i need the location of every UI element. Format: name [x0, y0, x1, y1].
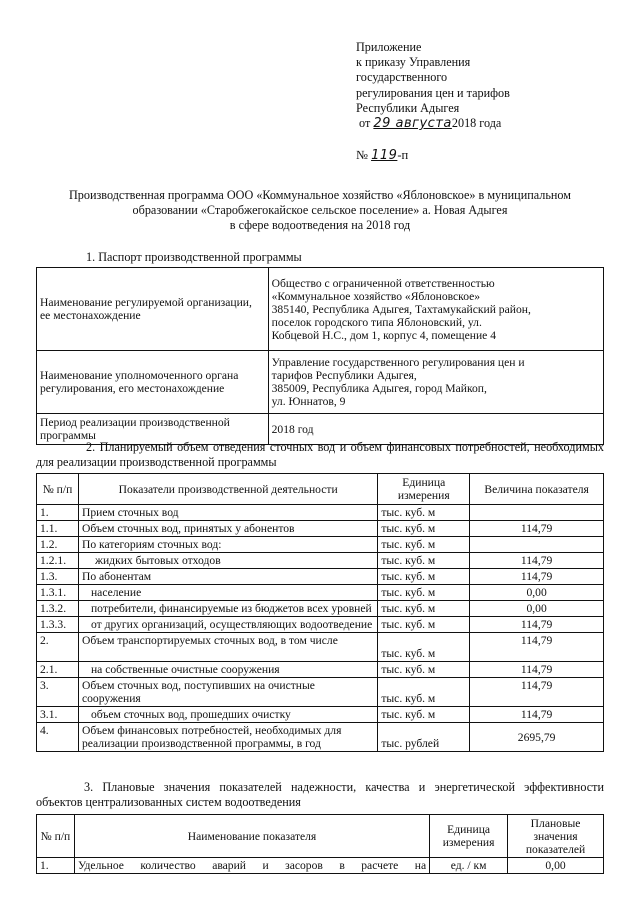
appendix-line: к приказу Управления: [356, 55, 471, 70]
row-unit: тыс. куб. м: [378, 553, 470, 569]
row-value: 0,00: [470, 601, 604, 617]
row-num: 1.2.: [37, 537, 79, 553]
col-header-value: Плановые значения показателей: [508, 815, 604, 858]
section3-heading: 3. Плановые значения показателей надежности, качества и энергетической эффективности объектов централизованных систем водоотведения: [36, 780, 604, 809]
passport-value: 2018 год: [268, 414, 603, 445]
table-row: [37, 553, 604, 569]
table-row: [37, 601, 604, 617]
appendix-date: [356, 116, 510, 131]
row-num: 4.: [37, 723, 79, 752]
row-unit: тыс. куб. м: [378, 601, 470, 617]
title-line: образовании «Старобжегокайское сельское поселение» а. Новая Адыгея: [132, 203, 508, 218]
passport-label: Период реализации производственной программы: [37, 414, 269, 445]
title-line: Производственная программа ООО «Коммунальное хозяйство «Яблоновское» в муниципальном: [68, 188, 571, 202]
appendix-block: [356, 40, 510, 131]
reliability-table: [36, 814, 604, 874]
row-value: 114,79: [470, 521, 604, 537]
table-row: [37, 662, 604, 678]
appendix-line: Республики Адыгея: [356, 100, 460, 115]
row-unit: тыс. куб. м: [378, 585, 470, 601]
row-num: 3.: [37, 678, 79, 707]
document-title: [40, 188, 600, 234]
row-name: объем сточных вод, прошедших очистку: [78, 707, 377, 723]
row-name: население: [78, 585, 377, 601]
row-num: 1.2.1.: [37, 553, 79, 569]
date-prefix: от: [359, 116, 371, 131]
row-unit: тыс. куб. м: [378, 569, 470, 585]
row-value: 0,00: [470, 585, 604, 601]
row-num: 3.1.: [37, 707, 79, 723]
row-num: 1.: [37, 505, 79, 521]
row-name: Удельное количество аварий и засоров в расчете на: [74, 858, 429, 874]
appendix-line: Приложение: [356, 40, 422, 54]
col-header-unit: Единица измерения: [378, 474, 470, 505]
handwritten-number: 119: [371, 148, 398, 163]
table-row: [37, 521, 604, 537]
col-header-name: Наименование показателя: [74, 815, 429, 858]
row-num: 2.: [37, 633, 79, 662]
row-name: По абонентам: [78, 569, 377, 585]
table-row: [37, 505, 604, 521]
date-suffix: 2018 года: [451, 116, 502, 131]
table-row: [37, 678, 604, 707]
row-unit: тыс. куб. м: [378, 678, 470, 707]
table-row: [37, 617, 604, 633]
row-name: от других организаций, осуществляющих водоотведение: [78, 617, 377, 633]
row-unit: тыс. куб. м: [378, 521, 470, 537]
row-value: 2695,79: [470, 723, 604, 752]
row-value: 0,00: [508, 858, 604, 874]
appendix-line: государственного: [356, 70, 448, 85]
row-num: 1.3.1.: [37, 585, 79, 601]
row-value: 114,79: [470, 707, 604, 723]
table-row: [37, 268, 604, 351]
col-header-num: № п/п: [37, 474, 79, 505]
row-unit: тыс. куб. м: [378, 505, 470, 521]
row-num: 2.1.: [37, 662, 79, 678]
table-row: [37, 723, 604, 752]
row-value: [470, 505, 604, 521]
row-name: Прием сточных вод: [78, 505, 377, 521]
row-unit: ед. / км: [430, 858, 508, 874]
col-header-name: Показатели производственной деятельности: [78, 474, 377, 505]
table-row: [37, 537, 604, 553]
row-unit: тыс. куб. м: [378, 707, 470, 723]
row-name: По категориям сточных вод:: [78, 537, 377, 553]
passport-label: Наименование уполномоченного органа регулирования, его местонахождение: [37, 351, 269, 414]
row-num: 1.: [37, 858, 75, 874]
section2-heading: 2. Планируемый объем отведения сточных вод и объем финансовых потребностей, необходимых для реализации производственной программы: [36, 440, 604, 469]
row-value: [470, 537, 604, 553]
row-value: 114,79: [470, 678, 604, 707]
row-unit: тыс. куб. м: [378, 633, 470, 662]
row-num: 1.1.: [37, 521, 79, 537]
table-header-row: [37, 815, 604, 858]
row-value: 114,79: [470, 569, 604, 585]
table-row: [37, 585, 604, 601]
passport-value: Управление государственного регулирования цен и тарифов Республики Адыгея, 385009, Республика Адыгея, город Майкоп, ул. Юннатов, 9: [268, 351, 603, 414]
indicators-table: [36, 473, 604, 752]
appendix-line: регулирования цен и тарифов: [356, 85, 510, 100]
handwritten-date: 29 августа: [373, 116, 452, 132]
row-value: 114,79: [470, 662, 604, 678]
row-unit: тыс. куб. м: [378, 662, 470, 678]
table-row: [37, 351, 604, 414]
row-num: 1.3.: [37, 569, 79, 585]
row-num: 1.3.3.: [37, 617, 79, 633]
row-name: Объем сточных вод, поступивших на очистные сооружения: [78, 678, 377, 707]
row-name: Объем финансовых потребностей, необходимых для реализации производственной программы, в год: [78, 723, 377, 752]
section1-heading: 1. Паспорт производственной программы: [86, 250, 302, 264]
table-row: [37, 707, 604, 723]
row-unit: тыс. куб. м: [378, 537, 470, 553]
col-header-value: Величина показателя: [470, 474, 604, 505]
row-unit: тыс. куб. м: [378, 617, 470, 633]
row-name: жидких бытовых отходов: [78, 553, 377, 569]
row-value: 114,79: [470, 617, 604, 633]
row-value: 114,79: [470, 633, 604, 662]
passport-table: [36, 267, 604, 445]
table-header-row: [37, 474, 604, 505]
row-name: на собственные очистные сооружения: [78, 662, 377, 678]
row-num: 1.3.2.: [37, 601, 79, 617]
passport-label: Наименование регулируемой организации, ее местонахождение: [37, 268, 269, 351]
passport-value: Общество с ограниченной ответственностью «Коммунальное хозяйство «Яблоновское» 385140, Республика Адыгея, Тахтамукайский район, поселок городского типа Яблоновский, ул. Кобцевой Н.С., дом 1, корпус 4, помещение 4: [268, 268, 603, 351]
title-line: в сфере водоотведения на 2018 год: [229, 218, 411, 233]
col-header-num: № п/п: [37, 815, 75, 858]
row-name: Объем сточных вод, принятых у абонентов: [78, 521, 377, 537]
row-name: потребители, финансируемые из бюджетов всех уровней: [78, 601, 377, 617]
number-prefix: №: [356, 148, 368, 162]
table-row: [37, 633, 604, 662]
number-suffix: -п: [397, 148, 409, 162]
table-row: [37, 569, 604, 585]
order-number: [356, 148, 408, 163]
row-unit: тыс. рублей: [378, 723, 470, 752]
col-header-unit: Единица измерения: [430, 815, 508, 858]
row-value: 114,79: [470, 553, 604, 569]
row-name: Объем транспортируемых сточных вод, в том числе: [78, 633, 377, 662]
table-row: [37, 858, 604, 874]
